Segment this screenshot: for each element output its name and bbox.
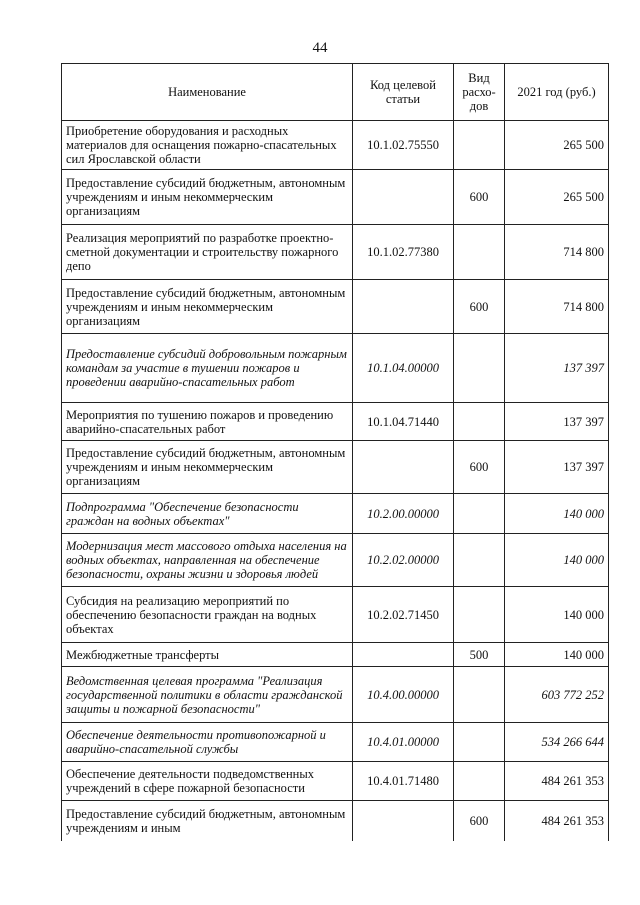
row-code: 10.2.02.00000 <box>353 534 454 587</box>
row-sum: 137 397 <box>505 334 609 403</box>
table-row <box>62 643 609 667</box>
row-sum: 534 266 644 <box>505 723 609 762</box>
row-code: 10.1.02.75550 <box>353 121 454 170</box>
row-vid <box>454 723 505 762</box>
row-code <box>353 170 454 225</box>
table-row <box>62 121 609 170</box>
row-sum: 714 800 <box>505 280 609 334</box>
row-code: 10.1.04.71440 <box>353 403 454 441</box>
table-row <box>62 170 609 225</box>
row-name: Межбюджетные трансферты <box>62 643 353 667</box>
table-header-row <box>62 64 609 121</box>
row-sum: 484 261 353 <box>505 801 609 841</box>
budget-table <box>61 63 609 841</box>
row-vid <box>454 121 505 170</box>
row-vid: 600 <box>454 280 505 334</box>
row-name: Модернизация мест массового отдыха населения на водных объектах, направленная на обеспечение безопасности, охраны жизни и здоровья людей <box>62 534 353 587</box>
row-sum: 714 800 <box>505 225 609 280</box>
table-row <box>62 403 609 441</box>
row-code <box>353 280 454 334</box>
row-vid: 500 <box>454 643 505 667</box>
row-vid <box>454 225 505 280</box>
row-vid <box>454 403 505 441</box>
row-vid <box>454 534 505 587</box>
row-code: 10.2.02.71450 <box>353 587 454 643</box>
row-code <box>353 441 454 494</box>
table-row <box>62 494 609 534</box>
row-name: Ведомственная целевая программа "Реализация государственной политики в области гражданской защиты и пожарной безопасности" <box>62 667 353 723</box>
table-row <box>62 334 609 403</box>
row-name: Предоставление субсидий бюджетным, автономным учреждениям и иным некоммерческим организациям <box>62 441 353 494</box>
header-year: 2021 год (руб.) <box>505 64 609 121</box>
row-code: 10.1.02.77380 <box>353 225 454 280</box>
row-code <box>353 643 454 667</box>
row-sum: 484 261 353 <box>505 762 609 801</box>
table-row <box>62 441 609 494</box>
row-vid <box>454 762 505 801</box>
row-sum: 137 397 <box>505 441 609 494</box>
table-row <box>62 723 609 762</box>
page-number: 44 <box>312 40 328 56</box>
row-name: Приобретение оборудования и расходных материалов для оснащения пожарно-спасательных сил Ярославской области <box>62 121 353 170</box>
row-vid: 600 <box>454 441 505 494</box>
row-sum: 140 000 <box>505 587 609 643</box>
header-vid: Вид расхо-дов <box>454 64 505 121</box>
row-vid: 600 <box>454 170 505 225</box>
row-sum: 140 000 <box>505 534 609 587</box>
row-vid <box>454 494 505 534</box>
row-sum: 265 500 <box>505 170 609 225</box>
row-sum: 603 772 252 <box>505 667 609 723</box>
row-vid <box>454 667 505 723</box>
header-code: Код целевой статьи <box>353 64 454 121</box>
row-code: 10.4.01.00000 <box>353 723 454 762</box>
row-name: Подпрограмма "Обеспечение безопасности граждан на водных объектах" <box>62 494 353 534</box>
row-sum: 140 000 <box>505 494 609 534</box>
header-name: Наименование <box>62 64 353 121</box>
row-sum: 137 397 <box>505 403 609 441</box>
table-row <box>62 762 609 801</box>
row-sum: 265 500 <box>505 121 609 170</box>
row-sum: 140 000 <box>505 643 609 667</box>
row-name: Предоставление субсидий бюджетным, автономным учреждениям и иным некоммерческим организациям <box>62 280 353 334</box>
row-code: 10.4.00.00000 <box>353 667 454 723</box>
row-vid <box>454 334 505 403</box>
table-row <box>62 225 609 280</box>
row-name: Реализация мероприятий по разработке проектно-сметной документации и строительству пожарного депо <box>62 225 353 280</box>
table-row <box>62 667 609 723</box>
row-code: 10.2.00.00000 <box>353 494 454 534</box>
row-name: Обеспечение деятельности противопожарной и аварийно-спасательной службы <box>62 723 353 762</box>
row-name: Обеспечение деятельности подведомственных учреждений в сфере пожарной безопасности <box>62 762 353 801</box>
row-code <box>353 801 454 841</box>
table-row <box>62 587 609 643</box>
table-row <box>62 801 609 841</box>
table-row <box>62 534 609 587</box>
row-name: Предоставление субсидий добровольным пожарным командам за участие в тушении пожаров и проведении аварийно-спасательных работ <box>62 334 353 403</box>
row-name: Предоставление субсидий бюджетным, автономным учреждениям и иным <box>62 801 353 841</box>
table-row <box>62 280 609 334</box>
table-body <box>62 121 609 841</box>
row-name: Предоставление субсидий бюджетным, автономным учреждениям и иным некоммерческим организациям <box>62 170 353 225</box>
row-code: 10.1.04.00000 <box>353 334 454 403</box>
row-vid <box>454 587 505 643</box>
row-vid: 600 <box>454 801 505 841</box>
row-name: Мероприятия по тушению пожаров и проведению аварийно-спасательных работ <box>62 403 353 441</box>
row-name: Субсидия на реализацию мероприятий по обеспечению безопасности граждан на водных объектах <box>62 587 353 643</box>
row-code: 10.4.01.71480 <box>353 762 454 801</box>
